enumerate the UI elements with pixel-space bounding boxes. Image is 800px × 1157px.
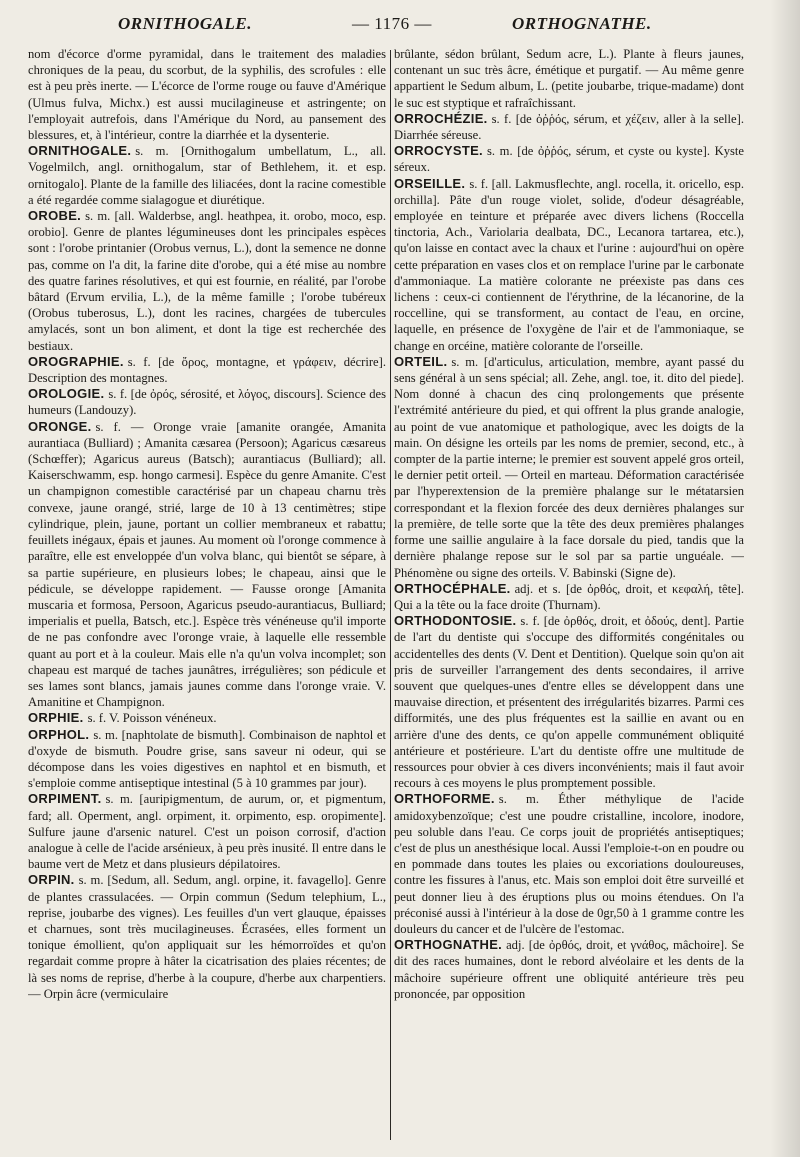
headword: ORTHOCÉPHALE. bbox=[394, 580, 511, 596]
headword: OROGRAPHIE. bbox=[28, 353, 124, 369]
entry-orobe bbox=[28, 208, 386, 354]
definition: s. m. [Ornithogalum umbellatum, L., all. Vogelmilch, angl. ornithogalum, star of Bethlehem, it. et esp. ornitogalo]. Plante de la famille des liliacées, dont la racine comestible a été regardée comme sialagogue et diurétique. bbox=[28, 144, 386, 207]
entry-orographie bbox=[28, 354, 386, 386]
definition: s. m. [de ὀῤῥός, sérum, et cyste ou kyste]. Kyste séreux. bbox=[394, 144, 744, 175]
headword: OROBE. bbox=[28, 208, 82, 224]
headword: ORPIMENT. bbox=[28, 791, 102, 807]
entry-orologie bbox=[28, 386, 386, 418]
left-column bbox=[28, 46, 386, 1150]
entry-orpin bbox=[28, 872, 386, 1002]
entry-orphol bbox=[28, 727, 386, 792]
entry-orthodontosie bbox=[394, 613, 744, 791]
headword: ORROCYSTE. bbox=[394, 143, 483, 159]
headword: ORTHOFORME. bbox=[394, 791, 495, 807]
page-edge-shadow bbox=[770, 0, 800, 1157]
definition: s. m. [d'articulus, articulation, membre, ayant passé du sens général à un sens spécial; all. Zehe, angl. toe, it. dito del piede]. Nom donné à chacun des cinq prolongements que présente l'extrémité antérieure du pied, et qui offrent la plus grande analogie, au point de vue anatomique et pathologique, avec les doigts de la main. On désigne les orteils par les noms de premier, second, etc., à compter de la partie interne; le premier est souvent appelé gros orteil, le dernier petit orteil. — Orteil en marteau. Déformation caractérisée par l'hyperextension de la première phalange sur le métatarsien correspondant et la flexion forcée des deux dernières phalanges sur la première, de telle sorte que la tête des deux premières phalanges forme une saillie angulaire à la face dorsale du pied, tandis que la dernière phalange repose sur le sol par sa partie unguéale. — Phénomène ou signe des orteils. V. Babinski (Signe de). bbox=[394, 354, 744, 580]
entry-orseille bbox=[394, 176, 744, 354]
definition: s. f. [all. Lakmusflechte, angl. rocella, it. oricello, esp. orchilla]. Pâte d'un rouge violet, solide, d'odeur désagréable, employée en teinture et préparée avec divers lichens (Roccella tinctoria, Ach., Variolaria dealbata, DC., Lecanora tartarea, etc.), qu'on laisse en contact avec la chaux et l'urine : aujourd'hui on opère cette préparation en vases clos et on remplace l'urine par le carbonate d'ammoniaque. La matière colorante ne préexiste pas dans ces lichens : ceux-ci contiennent de l'érythrine, de la lécanorine, de la roccelline, qui se transforment, au contact de l'eau, en orcine, laquelle, en présence de l'oxygène de l'air et de l'ammoniaque, se change en orcéine, matière colorante de l'orseille. bbox=[394, 176, 744, 353]
headword: ORTEIL. bbox=[394, 353, 448, 369]
definition: adj. et s. [de ὀρθός, droit, et κεφαλή, tête]. Qui a la tête ou la face droite (Thurnam). bbox=[394, 581, 744, 612]
headword: OROLOGIE. bbox=[28, 386, 105, 402]
headword: ORNITHOGALE. bbox=[28, 143, 132, 159]
header-right-guideword: ORTHOGNATHE. bbox=[512, 14, 652, 33]
definition: s. f. [de ὀῤῥός, sérum, et χέζειν, aller à la selle]. Diarrhée séreuse. bbox=[394, 111, 744, 143]
definition: s. f. [de ὀρός, sérosité, et λόγος, discours]. Science des humeurs (Landouzy). bbox=[28, 387, 386, 418]
definition: s. f. — Oronge vraie [amanite orangée, Amanita aurantiaca (Bulliard) ; Amanita cæsarea (Persoon); Agaricus cæsareus (Schœffer); Agaricus aureus (Batsch); aurantiacus (Bulliard); all. Kaiserschwamm, esp. hongo carmesi]. Espèce du genre Amanite. C'est un champignon comestible caractérisé par un chapeau charnu très convexe, jaune orangé, strié, large de 10 à 13 centimètres; stipe cylindrique, plein, jaune, portant un collier membraneux et rabattu; feuillets inégaux, épais et jaunes. Au moment où l'oronge commence à paraître, elle est enveloppée d'un volva blanc, qui bientôt se sépare, à sa partie supérieure, en plusieurs lobes; le chapeau, ainsi que le pédicule, se développe rapidement. — Fausse oronge [Amanita muscaria et formosa, Persoon, Agaricus pseudo-aurantiacus, Bulliard; imperialis et puella, Batsch, etc.]. Espèce très vénéneuse qu'il importe de ne pas confondre avec l'oronge vraie, à laquelle elle ressemble quant au port et à la couleur. Mais elle n'a qu'un volva incomplet; son chapeau est marqué de taches jaunâtres, irrégulières; son pédicule et ses lames sont blancs, jamais jaunes comme dans l'oronge vraie. V. Amanitine et Champignon. bbox=[28, 419, 386, 710]
running-header bbox=[0, 14, 800, 44]
column-divider bbox=[390, 50, 391, 1140]
definition: s. f. V. Poisson vénéneux. bbox=[87, 711, 217, 726]
entry-orphie bbox=[28, 710, 386, 726]
page-number: — 1176 — bbox=[352, 14, 432, 33]
definition: s. m. [Sedum, all. Sedum, angl. orpine, it. favagello]. Genre de plantes crassulacées. — Orpin commun (Sedum telephium, L., reprise, joubarbe des vignes). Les feuilles d'un vert glauque, épaisses et charnues, sont très mucilagineuses. Écrasées, elles forment un tonique émollient, qu'on appliquait sur les hémorroïdes et qu'on regardait comme propre à hâter la cicatrisation des plaies récentes; de là ses noms de reprise, d'herbe à la coupure, d'herbe aux charpentiers. — Orpin âcre (vermiculaire bbox=[28, 873, 386, 1001]
entry-orpiment bbox=[28, 791, 386, 872]
headword: ORPHOL. bbox=[28, 726, 90, 742]
headword: ORPHIE. bbox=[28, 710, 84, 726]
definition: s. m. [naphtolate de bismuth]. Combinaison de naphtol et d'oxyde de bismuth. Poudre grise, sans saveur ni odeur, qui se décompose dans les voies digestives en naphtol et en bismuth, et s'emploie comme antiseptique intestinal (5 à 10 grammes par jour). bbox=[28, 727, 386, 791]
headword: ORROCHÉZIE. bbox=[394, 110, 488, 126]
entry-oronge bbox=[28, 419, 386, 711]
definition: s. m. [auripigmentum, de aurum, or, et pigmentum, fard; all. Operment, angl. orpiment, it. orpimento, esp. oropimente]. Sulfure jaune d'arsenic naturel. C'est un poison corrosif, d'action analogue à celle de l'acide arsénieux, à peu près inusité. Il entre dans le baume vert de Metz et dans plusieurs dépilatoires. bbox=[28, 792, 386, 872]
headword: ORTHOGNATHE. bbox=[394, 937, 503, 953]
entry-orthocephale bbox=[394, 581, 744, 613]
entry-orrochezie bbox=[394, 111, 744, 143]
entry-orteil bbox=[394, 354, 744, 581]
definition: adj. [de ὀρθός, droit, et γνάθος, mâchoire]. Se dit des races humaines, dont le rebord alvéolaire et les dents de la mâchoire supérieure offrent une obliquité antérieure très peu prononcée, par opposition bbox=[394, 938, 744, 1001]
headword: ORSEILLE. bbox=[394, 175, 466, 191]
headword: ORONGE. bbox=[28, 418, 92, 434]
continuation-text: brûlante, sédon brûlant, Sedum acre, L.). Plante à fleurs jaunes, contenant un suc très âcre, émétique et purgatif. — Au même genre appartient le Sedum album, L. (petite joubarbe, trique-madame) dont le suc est styptique et rafraîchissant. bbox=[394, 47, 744, 110]
right-column bbox=[394, 46, 744, 1150]
header-left-guideword: ORNITHOGALE. bbox=[118, 14, 252, 33]
entry-orrocyste bbox=[394, 143, 744, 175]
definition: s. f. [de ὀρθός, droit, et ὀδούς, dent]. Partie de l'art du dentiste qui s'occupe des difformités congénitales ou accidentelles des dents (V. Dent et Dentition). Quelque soin qu'on ait pris de surveiller l'arrangement des dents secondaires, il arrive souvent que quelques-unes d'entre elles se développent dans une mauvaise direction, et présentent des irrégularités bizarres. Parmi ces difformités, une des plus fréquentes est la saillie en avant ou en arrière d'une des dents, ce qu'on appelle communément obliquité antérieure et postérieure. L'art du dentiste offre une multitude de ressources pour obvier à ces divers inconvénients; mais il faut avoir recours à ces moyens le plus promptement possible. bbox=[394, 614, 744, 791]
headword: ORPIN. bbox=[28, 872, 75, 888]
definition: s. m. [all. Walderbse, angl. heathpea, it. orobo, moco, esp. orobio]. Genre de plantes légumineuses dont les principales espèces sont : l'orobe printanier (Orobus vernus, L.), dont la semence ne donne pas, comme on l'a dit, la farine dite d'orobe, qui a été mise au nombre des quatre farines résolutives, et qui est fournie, en réalité, par l'orobe bâtard (Ervum ervilia, L.), de la même famille ; l'orobe tubéreux (Orobus tuberosus, L.), dont les racines, chargées de tubercules amylacés, sont un bon aliment, et dont la tige est recherchée des bestiaux. bbox=[28, 209, 386, 353]
continuation-text: nom d'écorce d'orme pyramidal, dans le traitement des maladies chroniques de la peau, du scorbut, de la syphilis, des scrofules : elle est à peu près inerte. — L'écorce de l'orme rouge ou fauve d'Amérique (Ulmus fulva, Michx.) est aussi mucilagineuse et astringente; on l'employait autrefois, dans l'Amérique du Nord, au pansement des blessures, et, à l'intérieur, contre la diarrhée et la dysenterie. bbox=[28, 47, 386, 143]
headword: ORTHODONTOSIE. bbox=[394, 613, 517, 629]
definition: s. m. Éther méthylique de l'acide amidoxybenzoïque; c'est une poudre cristalline, incolore, inodore, peu soluble dans l'eau. Ce corps jouit de propriétés antiseptiques; c'est de plus un anesthésique local. Aussi l'emploie-t-on en poudre ou en pommade dans toutes les plaies ou excoriations douloureuses, contre les fissures à l'anus, etc. Mais son emploi doit être surveillé et peut donner lieu à des éruptions plus ou moins étendues. On l'a préconisé aussi à l'intérieur à la dose de 0gr,50 à 1 gramme contre les douleurs du cancer et de l'ulcère de l'estomac. bbox=[394, 792, 744, 936]
definition: s. f. [de ὄρος, montagne, et γράφειν, décrire]. Description des montagnes. bbox=[28, 354, 386, 386]
entry-orthoforme bbox=[394, 791, 744, 937]
entry-ornithogale bbox=[28, 143, 386, 208]
entry-orthognathe bbox=[394, 937, 744, 1002]
